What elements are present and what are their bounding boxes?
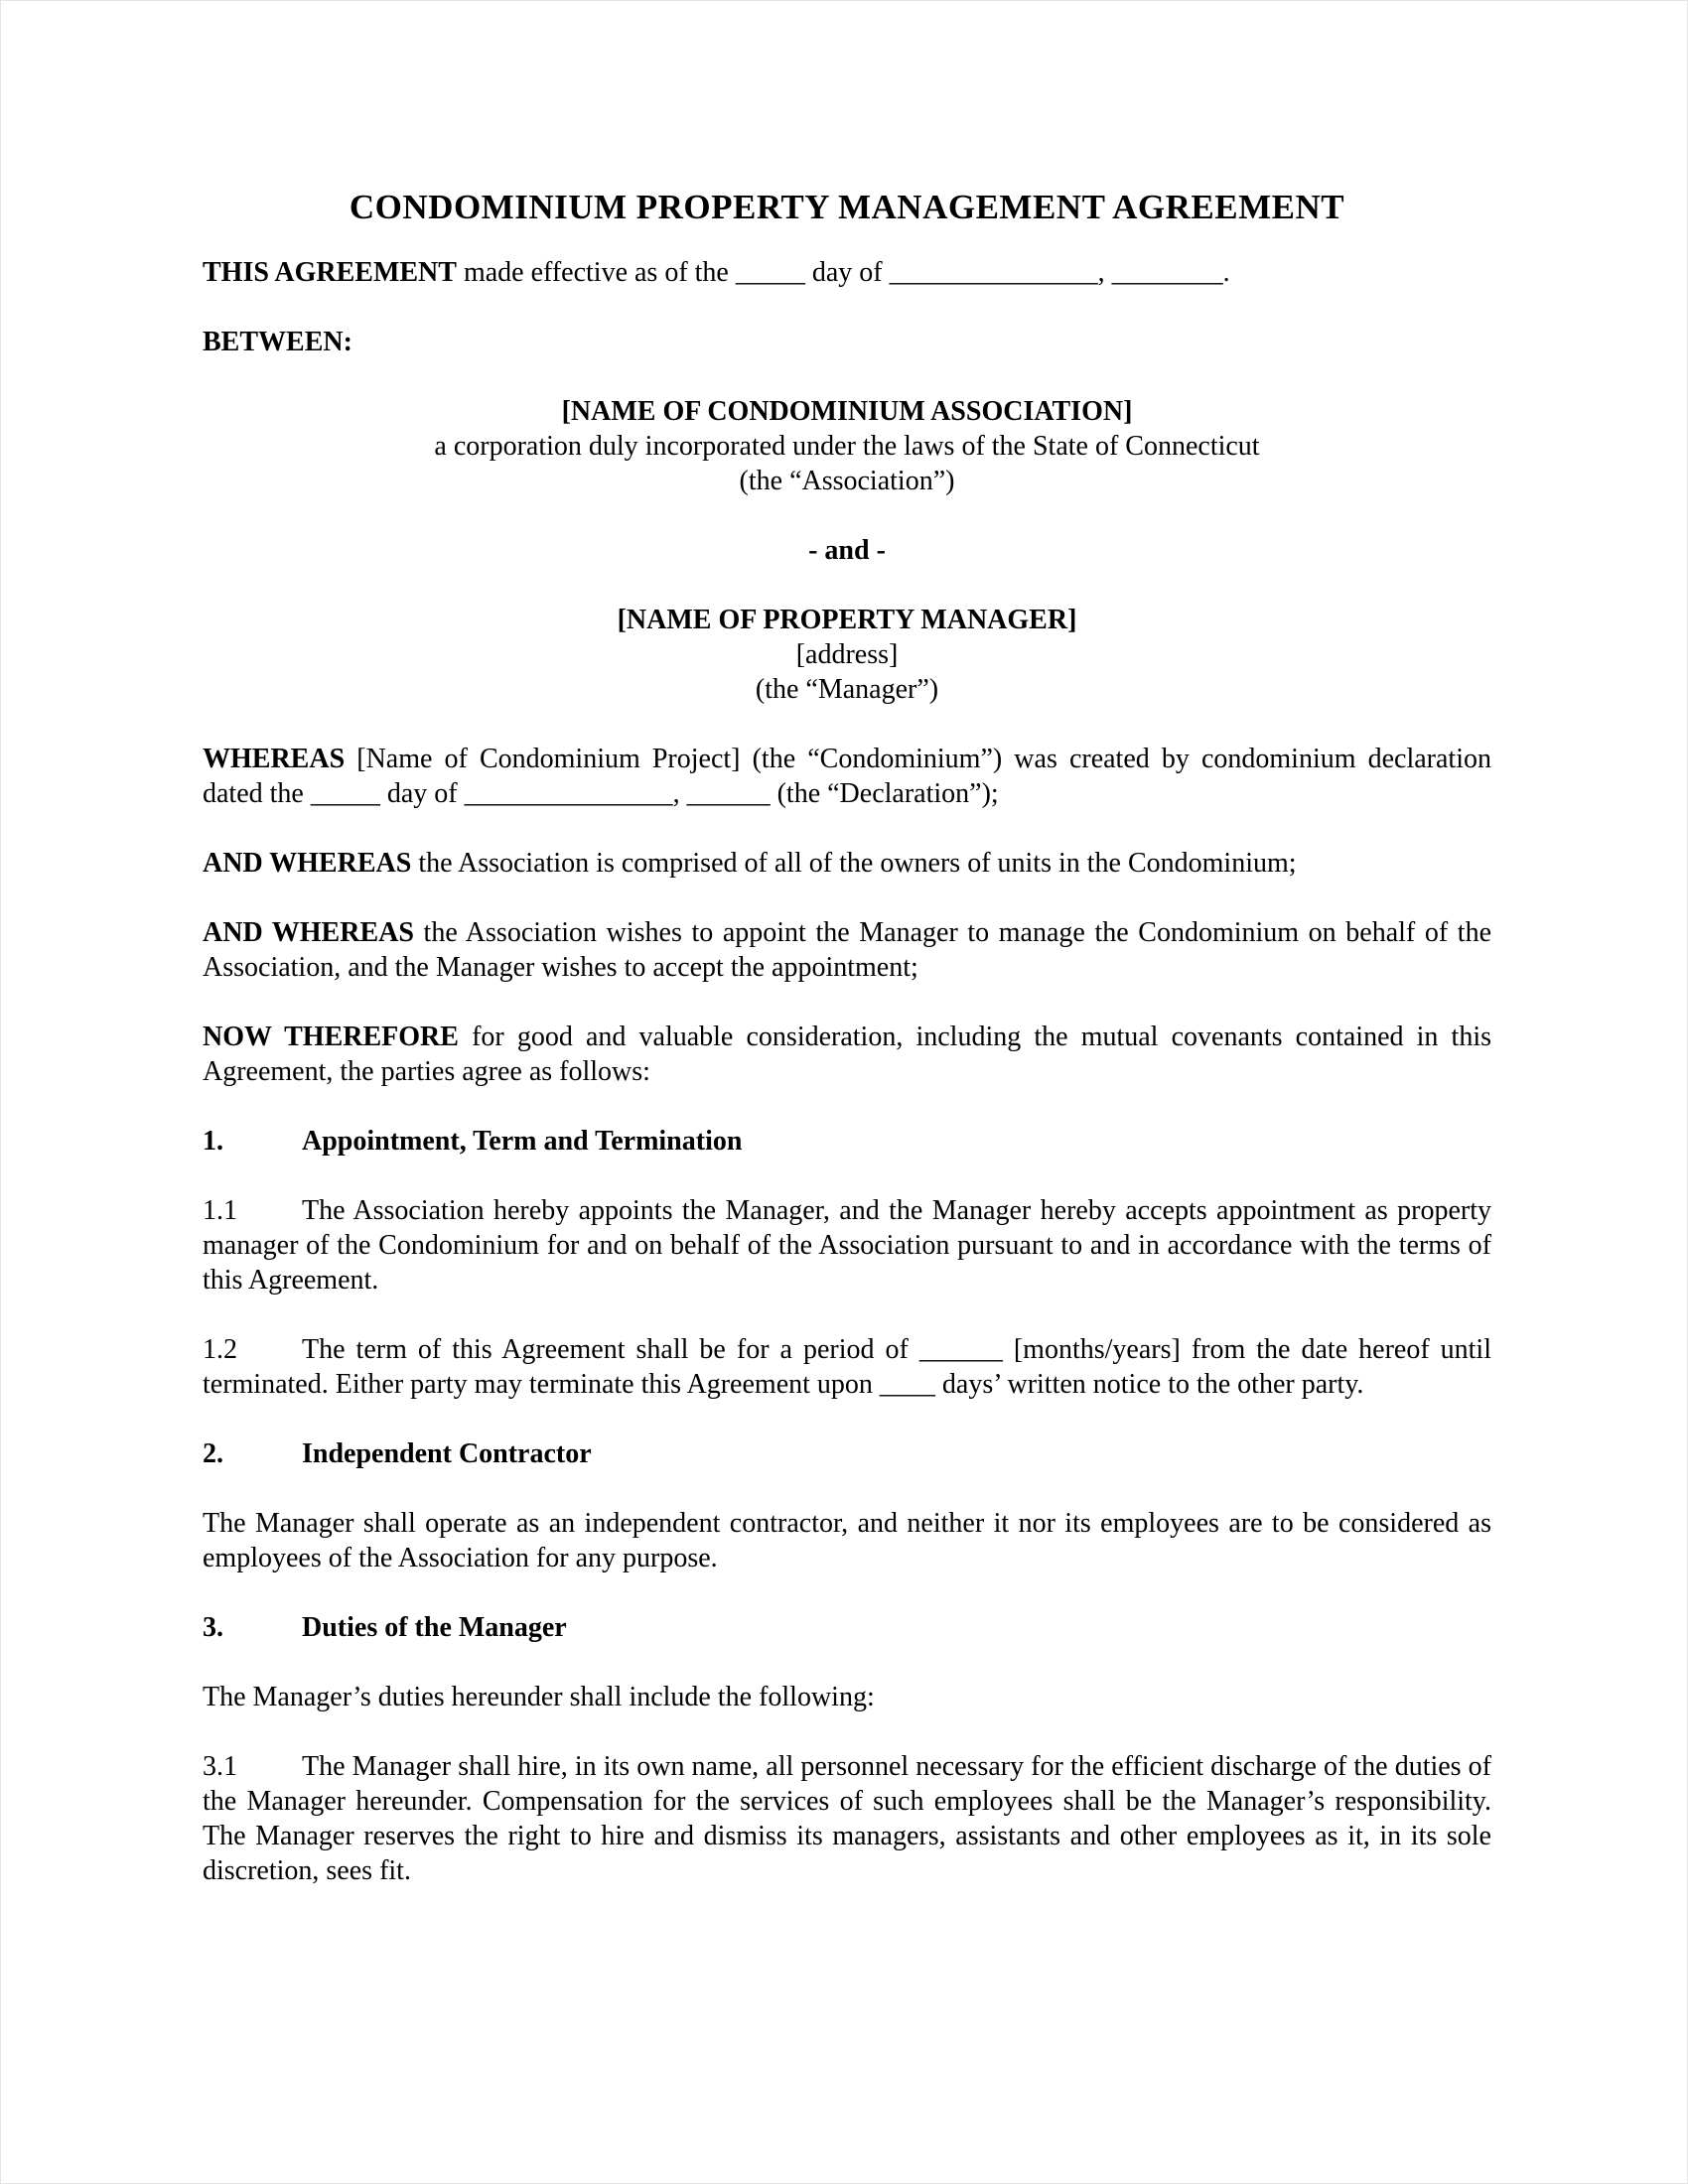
section-1-number: 1. [203, 1126, 223, 1157]
recital-whereas [203, 742, 1491, 811]
recital-and-whereas-2-text: the Association wishes to appoint the Manager to manage the Condominium on behalf of the Association, and the Manager wishes to accept the appointment; [203, 917, 1491, 983]
recital-whereas-text: [Name of Condominium Project] (the “Condominium”) was created by condominium declaration dated the _____ day of _______________, ______ (the “Declaration”); [203, 744, 1491, 809]
intro-text: made effective as of the _____ day of _______________, ________. [456, 257, 1230, 288]
intro-paragraph [203, 255, 1491, 290]
section-2-title: Independent Contractor [302, 1438, 592, 1469]
between-label: BETWEEN: [203, 327, 352, 357]
recital-and-whereas-2 [203, 915, 1491, 985]
recital-now-therefore-lead: NOW THEREFORE [203, 1022, 459, 1052]
clause-1-2 [203, 1332, 1491, 1402]
clause-3-1 [203, 1749, 1491, 1888]
party1-name: [NAME OF CONDOMINIUM ASSOCIATION] [561, 396, 1133, 427]
party2-address: [address] [795, 639, 899, 670]
section-2-heading [203, 1436, 1491, 1471]
section-3-heading [203, 1610, 1491, 1645]
recital-and-whereas-2-lead: AND WHEREAS [203, 917, 414, 948]
clause-1-1-number: 1.1 [203, 1195, 237, 1226]
clause-1-1 [203, 1193, 1491, 1297]
party2-name: [NAME OF PROPERTY MANAGER] [617, 605, 1077, 635]
recital-and-whereas-1 [203, 846, 1491, 881]
clause-3-1-text: The Manager shall hire, in its own name, all personnel necessary for the efficient discharge of the duties of the Manager hereunder. Compensation for the services of such employees shall be the Manager’s responsibility. The Manager reserves the right to hire and dismiss its managers, assistants and other employees as it, in its sole discretion, sees fit. [203, 1751, 1491, 1886]
party2-block [203, 603, 1491, 707]
recital-and-whereas-1-lead: AND WHEREAS [203, 848, 412, 879]
section-3-number: 3. [203, 1612, 223, 1643]
clause-1-2-number: 1.2 [203, 1334, 237, 1365]
party1-defined-term: (the “Association”) [739, 466, 955, 496]
clause-3-1-number: 3.1 [203, 1751, 237, 1782]
document-title: CONDOMINIUM PROPERTY MANAGEMENT AGREEMENT [349, 188, 1345, 226]
section-1-title: Appointment, Term and Termination [302, 1126, 743, 1157]
section-3-paragraph: The Manager’s duties hereunder shall include the following: [203, 1682, 875, 1712]
recital-whereas-lead: WHEREAS [203, 744, 346, 774]
party1-description: a corporation duly incorporated under the laws of the State of Connecticut [434, 431, 1260, 462]
and-separator: - and - [808, 535, 886, 566]
recital-and-whereas-1-text: the Association is comprised of all of the owners of units in the Condominium; [411, 848, 1297, 879]
clause-1-1-text: The Association hereby appoints the Manager, and the Manager hereby accepts appointment as property manager of the Condominium for and on behalf of the Association pursuant to and in accordance with the terms of this Agreement. [203, 1195, 1491, 1296]
recital-now-therefore [203, 1020, 1491, 1089]
section-2-number: 2. [203, 1438, 223, 1469]
intro-bold-lead: THIS AGREEMENT [203, 257, 457, 288]
recital-now-therefore-text: for good and valuable consideration, including the mutual covenants contained in this Agreement, the parties agree as follows: [203, 1022, 1491, 1087]
party1-block [203, 394, 1491, 498]
party2-defined-term: (the “Manager”) [755, 674, 939, 705]
clause-1-2-text: The term of this Agreement shall be for a period of ______ [months/years] from the date hereof until terminated. Either party may terminate this Agreement upon ____ days’ written notice to the other party. [203, 1334, 1491, 1400]
section-3-title: Duties of the Manager [302, 1612, 567, 1643]
section-2-paragraph: The Manager shall operate as an independent contractor, and neither it nor its employees are to be considered as employees of the Association for any purpose. [203, 1508, 1491, 1573]
section-1-heading [203, 1124, 1491, 1159]
